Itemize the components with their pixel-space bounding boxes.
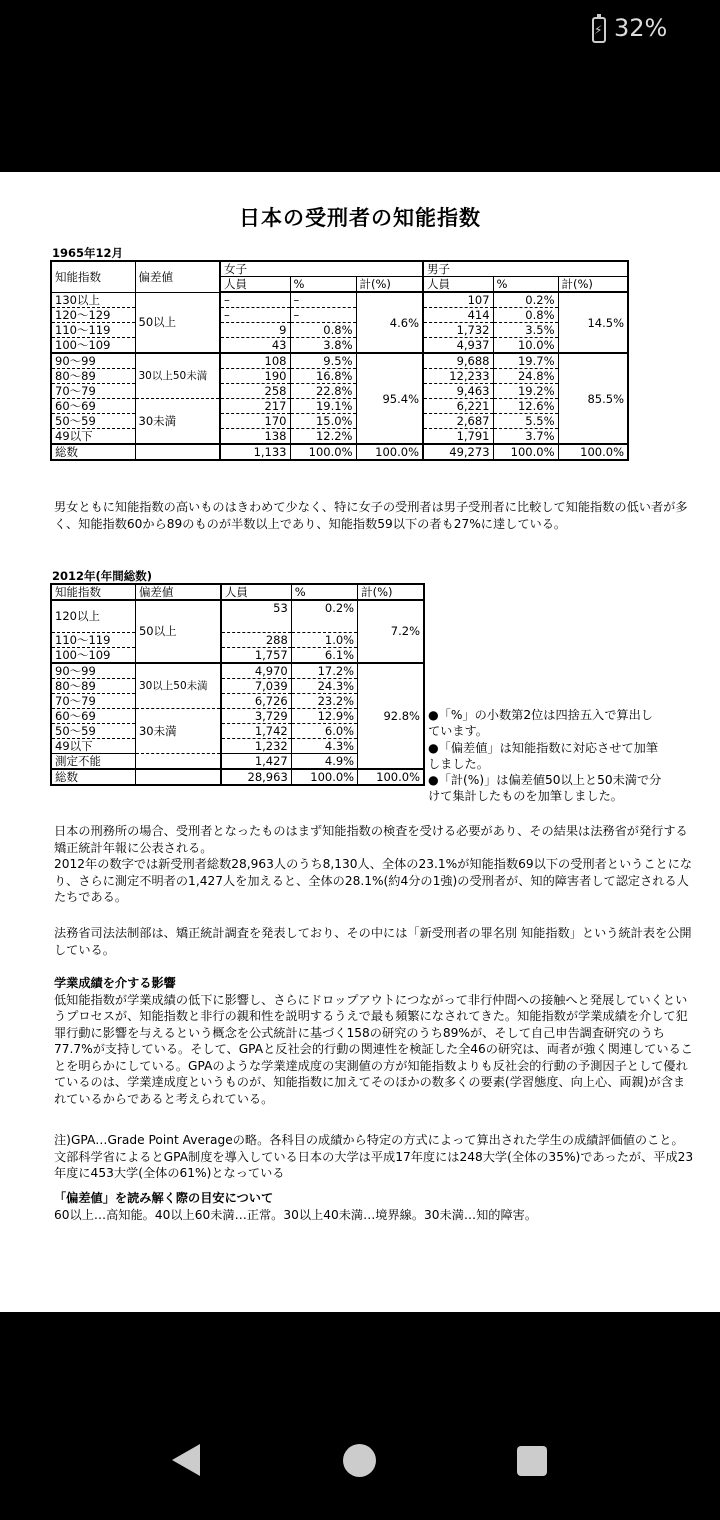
group-30-50-2012: 30以上50未満 [135, 663, 220, 709]
table-row: 90～99 30以上50未満 4,970 17.2% 92.8% [51, 663, 424, 679]
battery-charging-icon [592, 17, 606, 43]
header-total-2012: 計(%) [358, 584, 424, 600]
page-title: 日本の受刑者の知能指数 [239, 206, 481, 230]
paragraph-statistics: 法務省司法法制部は、矯正統計調査を発表しており、その中には「新受刑者の罪名別 知能指数」という統計表を公開している。 [54, 926, 692, 957]
table-row: 80～89 190 16.8% 12,233 24.8% [51, 369, 628, 384]
table-notes: ●「%」の小数第2位は四捨五入で算出し ています。 ●「偏差値」は知能指数に対応させて加筆 しました。 ●「計(%)」は偏差値50以上と50未満で分 けて集計したものを加筆しました。 [428, 708, 662, 804]
header-dev: 偏差値 [135, 261, 220, 292]
battery-level: 32% [614, 14, 668, 42]
table-row: 測定不能 1,427 4.9% [51, 753, 424, 769]
table-row: 120～129 – – 414 0.8% [51, 308, 628, 323]
header-female-pct: % [290, 277, 356, 293]
table-total-row: 総数 28,963 100.0% 100.0% [51, 769, 424, 785]
male-total-low: 85.5% [558, 353, 628, 444]
table-row: 100～109 43 3.8% 4,937 10.0% [51, 338, 628, 354]
section-heading: 「偏差値」を読み解く際の目安について [54, 1191, 274, 1205]
header-iq-2012: 知能指数 [51, 584, 135, 600]
header-male-pct: % [493, 277, 558, 293]
header-people-2012: 人員 [221, 584, 291, 600]
header-female-total: 計(%) [356, 277, 423, 293]
group-50: 50以上 [135, 292, 220, 353]
group-30: 30未満 [135, 399, 220, 445]
navigation-bar [0, 1312, 720, 1520]
header-male: 男子 [423, 261, 628, 277]
paragraph-1965-summary: 男女ともに知能指数の高いものはきわめて少なく、特に女子の受刑者は男子受刑者に比較して知能指数の低い者が多く、知能指数60から89のものが半数以上であり、知能指数59以下の者も27%に達している。 [54, 500, 688, 531]
table-row: 50～59 1,742 6.0% [51, 723, 424, 738]
total-low-2012: 92.8% [358, 663, 424, 769]
table-row: 49以下 1,232 4.3% [51, 738, 424, 753]
table-1965 [50, 260, 629, 461]
document-page[interactable] [0, 172, 720, 1312]
table-row: 110～119 9 0.8% 1,732 3.5% [51, 323, 628, 338]
table-row: 120以上 50以上 53 0.2% 7.2% [51, 600, 424, 632]
header-pct-2012: % [291, 584, 357, 600]
table-row: 60～69 30未満 3,729 12.9% [51, 708, 424, 723]
header-iq: 知能指数 [51, 261, 135, 292]
section-heading: 学業成績を介する影響 [54, 976, 176, 990]
section-deviation-guide: 「偏差値」を読み解く際の目安について 60以上…高知能。40以上60未満…正常。30以上40未満…境界線。30未満…知的障害。 [54, 1190, 694, 1223]
table-2012 [50, 583, 425, 786]
paragraph-prison-iq: 日本の刑務所の場合、受刑者となったものはまず知能指数の検査を受ける必要があり、その結果は法務省が発行する矯正統計年報に公表される。 2012年の数字では新受刑者総数28,963人のうち8,130人、全体の23.1%が知能指数69以下の受刑者ということになり、さらに測定不明者の1,427人を加えると、全体の28.1%(約4分の1強)の受刑者が、知的障害者して認定される人たちである。 [54, 824, 693, 904]
table2-label: 2012年(年間総数) [52, 569, 153, 583]
section-academic: 学業成績を介する影響 低知能指数が学業成績の低下に影響し、さらにドロップアウトにつながって非行仲間への接触へと発展していくというプロセスが、知能指数と非行の親和性を説明するうえで最も頻繁になされてきた。知能指数が学業成績を介して犯罪行動に影響を与えるという概念を公式統計に基づく158の研究のうち89%が、そして自己申告調査研究のうち77.7%が支持している。そして、GPAと反社会的行動の関連性を検証した全46の研究は、両者が強く関連していることを明らかにしている。GPAのような学業達成度の実測値の方が知能指数よりも反社会的行動の予測因子として優れているのは、学業達成度というものが、知能指数に加えてそのほかの数多くの要素(学習態度、向上心、両親)が含まれているからであると考えられている。 [54, 976, 693, 1106]
group-30-2012: 30未満 [135, 708, 220, 753]
recents-icon[interactable] [517, 1446, 547, 1476]
table-row: 50～59 170 15.0% 2,687 5.5% [51, 414, 628, 429]
header-male-total: 計(%) [558, 277, 628, 293]
home-icon[interactable] [343, 1444, 376, 1477]
table-row: 130以上 50以上 – – 4.6% 107 0.2% 14.5% [51, 292, 628, 308]
header-dev-2012: 偏差値 [135, 584, 220, 600]
status-bar [0, 0, 720, 60]
table-row: 70～79 6,726 23.2% [51, 693, 424, 708]
paragraph-gpa-note: 注)GPA…Grade Point Averageの略。各科目の成績から特定の方式によって算出された学生の成績評価値のこと。文部科学省によるとGPA制度を導入している日本の大学は平成17年度には248大学(全体の35%)であったが、平成23年度に453大学(全体の61%)となっている [54, 1133, 694, 1180]
table-row: 70～79 258 22.8% 9,463 19.2% [51, 384, 628, 399]
female-total-low: 95.4% [356, 353, 423, 444]
table-row: 100～109 1,757 6.1% [51, 647, 424, 663]
total-high-2012: 7.2% [358, 600, 424, 663]
table-row: 49以下 138 12.2% 1,791 3.7% [51, 429, 628, 445]
group-30-50: 30以上50未満 [135, 353, 220, 399]
table-row: 110～119 288 1.0% [51, 632, 424, 647]
header-female: 女子 [220, 261, 423, 277]
back-icon[interactable] [172, 1444, 200, 1476]
table-row: 80～89 7,039 24.3% [51, 678, 424, 693]
female-total-high: 4.6% [356, 292, 423, 353]
table-total-row: 総数 1,133 100.0% 100.0% 49,273 100.0% 100.0% [51, 444, 628, 460]
male-total-high: 14.5% [558, 292, 628, 353]
table-row: 90～99 30以上50未満 108 9.5% 95.4% 9,688 19.7% 85.5% [51, 353, 628, 369]
table1-label: 1965年12月 [52, 246, 124, 260]
table-row: 60～69 30未満 217 19.1% 6,221 12.6% [51, 399, 628, 414]
header-male-people: 人員 [423, 277, 493, 293]
header-female-people: 人員 [220, 277, 290, 293]
group-50-2012: 50以上 [135, 600, 220, 663]
